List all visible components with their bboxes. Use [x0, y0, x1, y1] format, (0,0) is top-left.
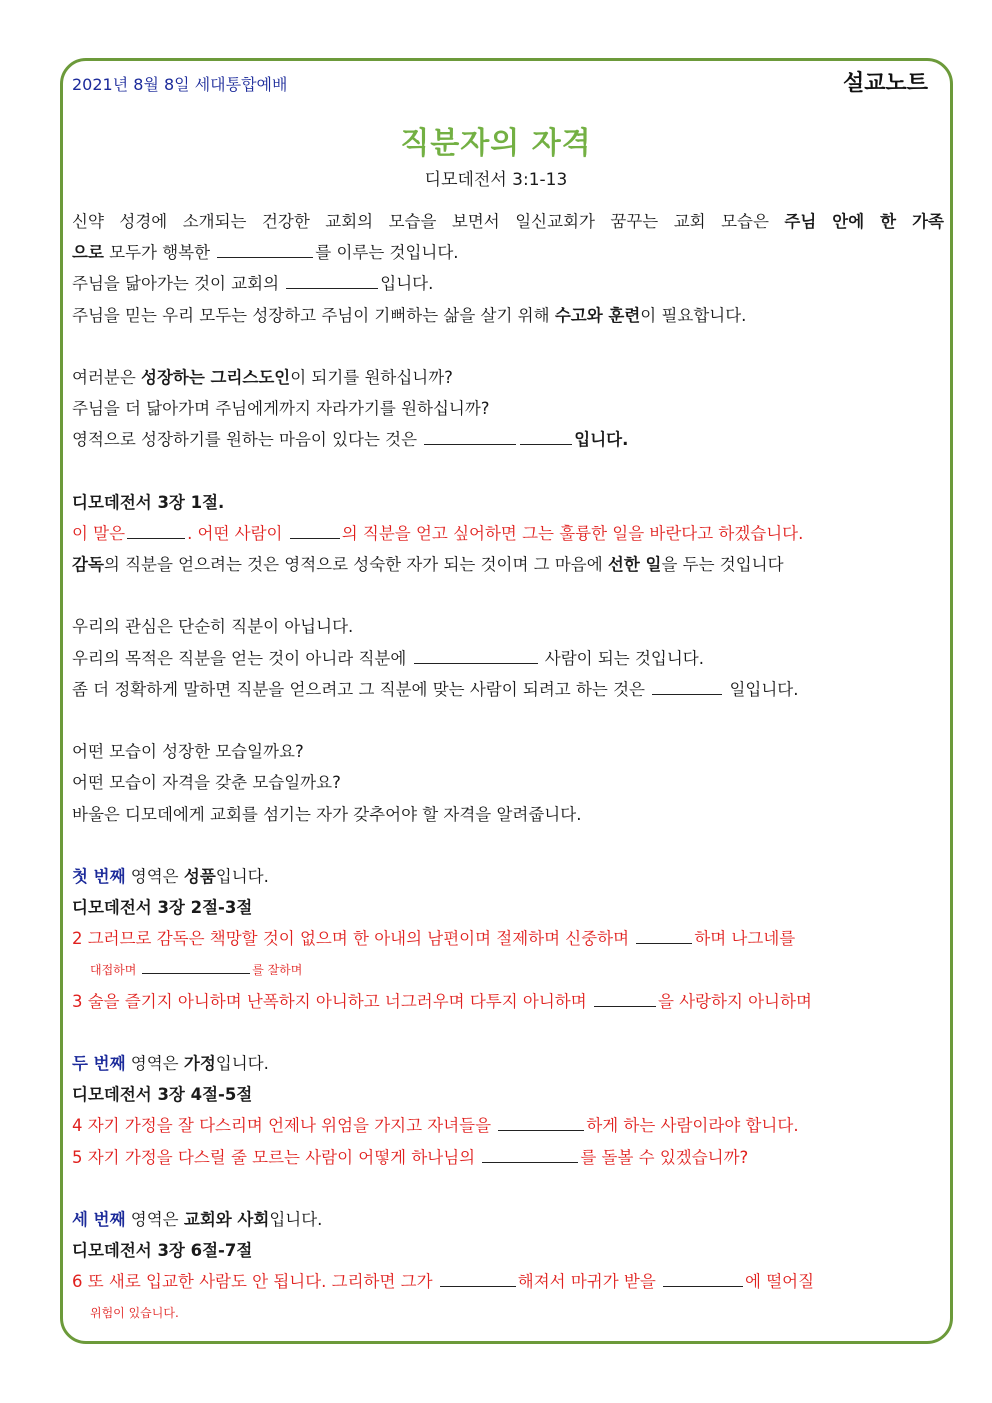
text: 2 그러므로 감독은 책망할 것이 없으며 한 아내의 남편이며 절제하며 신중하며	[72, 929, 635, 949]
text: 영역은	[125, 1210, 184, 1229]
emphasis: 교회와 사회	[183, 1210, 270, 1229]
verse-heading-3-1: 디모데전서 3장 1절.	[72, 492, 225, 512]
verse-line-3-1	[72, 518, 944, 549]
verse-line-3-6b: 위험이 있습니다.	[90, 1305, 179, 1320]
emphasis: 감독	[72, 555, 104, 575]
text: 5 자기 가정을 다스릴 줄 모르는 사람이 어떻게 하나님의	[72, 1147, 481, 1167]
text: 4 자기 가정을 잘 다스리며 언제나 위엄을 가지고 자녀들을	[72, 1116, 497, 1136]
text: 영역은	[125, 1054, 184, 1074]
section-3-title	[72, 1204, 944, 1235]
sermon-note-label: 설교노트	[842, 71, 928, 96]
fill-in-blank[interactable]	[290, 537, 340, 539]
service-date: 2021년 8월 8일 세대통합예배	[72, 75, 288, 94]
text: 를 잘하며	[252, 962, 303, 977]
text: 이 되기를 원하십니까?	[290, 367, 453, 387]
section-3-verse-heading: 디모데전서 3장 6절-7절	[72, 1241, 253, 1261]
verse-line-3-4	[72, 1110, 944, 1141]
fill-in-blank[interactable]	[652, 693, 722, 695]
fill-in-blank[interactable]	[217, 256, 313, 258]
emphasis: 으로	[72, 243, 104, 263]
question-line-1: 어떤 모습이 성장한 모습일까요?	[72, 742, 304, 762]
fill-in-blank[interactable]	[636, 942, 692, 944]
sermon-body	[72, 206, 944, 1329]
emphasis: 성품	[183, 866, 216, 886]
fill-in-blank[interactable]	[127, 537, 185, 539]
fill-in-blank[interactable]	[520, 443, 572, 445]
fill-in-blank[interactable]	[663, 1285, 743, 1287]
section-2-title	[72, 1048, 944, 1079]
ordinal: 두 번째	[72, 1054, 126, 1074]
text: 하며 나그네를	[694, 929, 796, 949]
fill-in-blank[interactable]	[498, 1129, 584, 1131]
text: 해져서 마귀가 받을	[517, 1272, 662, 1292]
text: 일입니다.	[724, 679, 799, 699]
emphasis: 성장하는 그리스도인	[141, 367, 291, 387]
fill-in-blank[interactable]	[414, 662, 538, 664]
text: 를 돌볼 수 있겠습니까?	[580, 1147, 749, 1167]
verse1-commentary	[72, 549, 944, 580]
text: 주님을 믿는 우리 모두는 성장하고 주님이 기뻐하는 삶을 살기 위해	[72, 305, 555, 325]
text: 를 이루는 것입니다.	[315, 243, 459, 263]
text: 좀 더 정확하게 말하면 직분을 얻으려고 그 직분에 맞는 사람이 되려고 하는 것은	[72, 679, 651, 699]
verse-line-3-3	[72, 986, 944, 1017]
text: 이 말은	[72, 523, 126, 543]
fill-in-blank[interactable]	[594, 1005, 656, 1007]
question-line-2: 어떤 모습이 자격을 갖춘 모습일까요?	[72, 773, 341, 793]
text: 모두가 행복한	[103, 243, 216, 263]
text: 우리의 목적은 직분을 얻는 것이 아니라 직분에	[72, 648, 412, 668]
text: 사람이 되는 것입니다.	[539, 648, 704, 668]
interest-line-2	[72, 643, 944, 674]
text: 신약 성경에 소개되는 건강한 교회의 모습을 보면서 일신교회가 꿈꾸는 교회 모습은	[72, 212, 785, 231]
section-1-verse-heading: 디모데전서 3장 2절-3절	[72, 898, 253, 918]
text: 의 직분을 얻으려는 것은 영적으로 성숙한 자가 되는 것이며 그 마음에	[103, 555, 608, 575]
growth-line-3	[72, 424, 944, 455]
text: 입니다.	[574, 430, 629, 450]
interest-line-3	[72, 674, 944, 705]
text: 6 또 새로 입교한 사람도 안 됩니다. 그리하면 그가	[72, 1272, 438, 1292]
growth-line-2: 주님을 더 닮아가며 주님에게까지 자라가기를 원하십니까?	[72, 399, 490, 419]
text: 의 직분을 얻고 싶어하면 그는 훌륭한 일을 바란다고 하겠습니다.	[341, 523, 804, 543]
section-1-title	[72, 861, 944, 892]
growth-line-1	[72, 362, 944, 393]
verse-line-3-2a	[72, 923, 944, 954]
text: 을 사랑하지 아니하며	[657, 991, 812, 1011]
intro-line-2	[72, 237, 944, 268]
fill-in-blank[interactable]	[424, 443, 516, 445]
emphasis: 선한 일	[607, 555, 662, 575]
text: 입니다.	[269, 1210, 323, 1229]
text: 여러분은	[72, 367, 142, 387]
text: 입니다.	[380, 274, 434, 294]
ordinal: 세 번째	[72, 1210, 126, 1229]
intro-line-3	[72, 268, 944, 299]
text: . 어떤 사람이	[187, 523, 288, 543]
text: 입니다.	[215, 866, 269, 886]
sermon-title: 직분자의 자격	[400, 126, 592, 161]
intro-line-1	[72, 206, 944, 237]
text: 주님을 닮아가는 것이 교회의	[72, 274, 285, 294]
question-line-3: 바울은 디모데에게 교회를 섬기는 자가 갖추어야 할 자격을 알려줍니다.	[72, 804, 582, 824]
fill-in-blank[interactable]	[286, 287, 378, 289]
text: 3 술을 즐기지 아니하며 난폭하지 아니하고 너그러우며 다투지 아니하며	[72, 991, 592, 1011]
verse-line-3-5	[72, 1142, 944, 1173]
fill-in-blank[interactable]	[440, 1285, 516, 1287]
emphasis: 가정	[183, 1054, 216, 1074]
fill-in-blank[interactable]	[482, 1161, 578, 1163]
text: 입니다.	[215, 1054, 269, 1074]
text: 대접하며	[90, 962, 141, 977]
interest-line-1: 우리의 관심은 단순히 직분이 아닙니다.	[72, 617, 354, 637]
text: 을 두는 것입니다	[661, 555, 784, 575]
scripture-reference: 디모데전서 3:1-13	[424, 170, 568, 190]
intro-line-4	[72, 300, 944, 331]
text: 영적으로 성장하기를 원하는 마음이 있다는 것은	[72, 430, 423, 450]
text: 하게 하는 사람이라야 합니다.	[586, 1116, 799, 1136]
text: 영역은	[125, 866, 184, 886]
emphasis: 주님 안에 한 가족	[784, 212, 944, 231]
verse-line-3-6a	[72, 1266, 944, 1297]
text: 이 필요합니다.	[640, 305, 747, 325]
section-2-verse-heading: 디모데전서 3장 4절-5절	[72, 1085, 253, 1105]
ordinal: 첫 번째	[72, 866, 126, 886]
emphasis: 수고와 훈련	[554, 305, 641, 325]
fill-in-blank[interactable]	[142, 972, 250, 974]
verse-line-3-2b	[72, 955, 944, 986]
text: 에 떨어질	[745, 1272, 815, 1292]
